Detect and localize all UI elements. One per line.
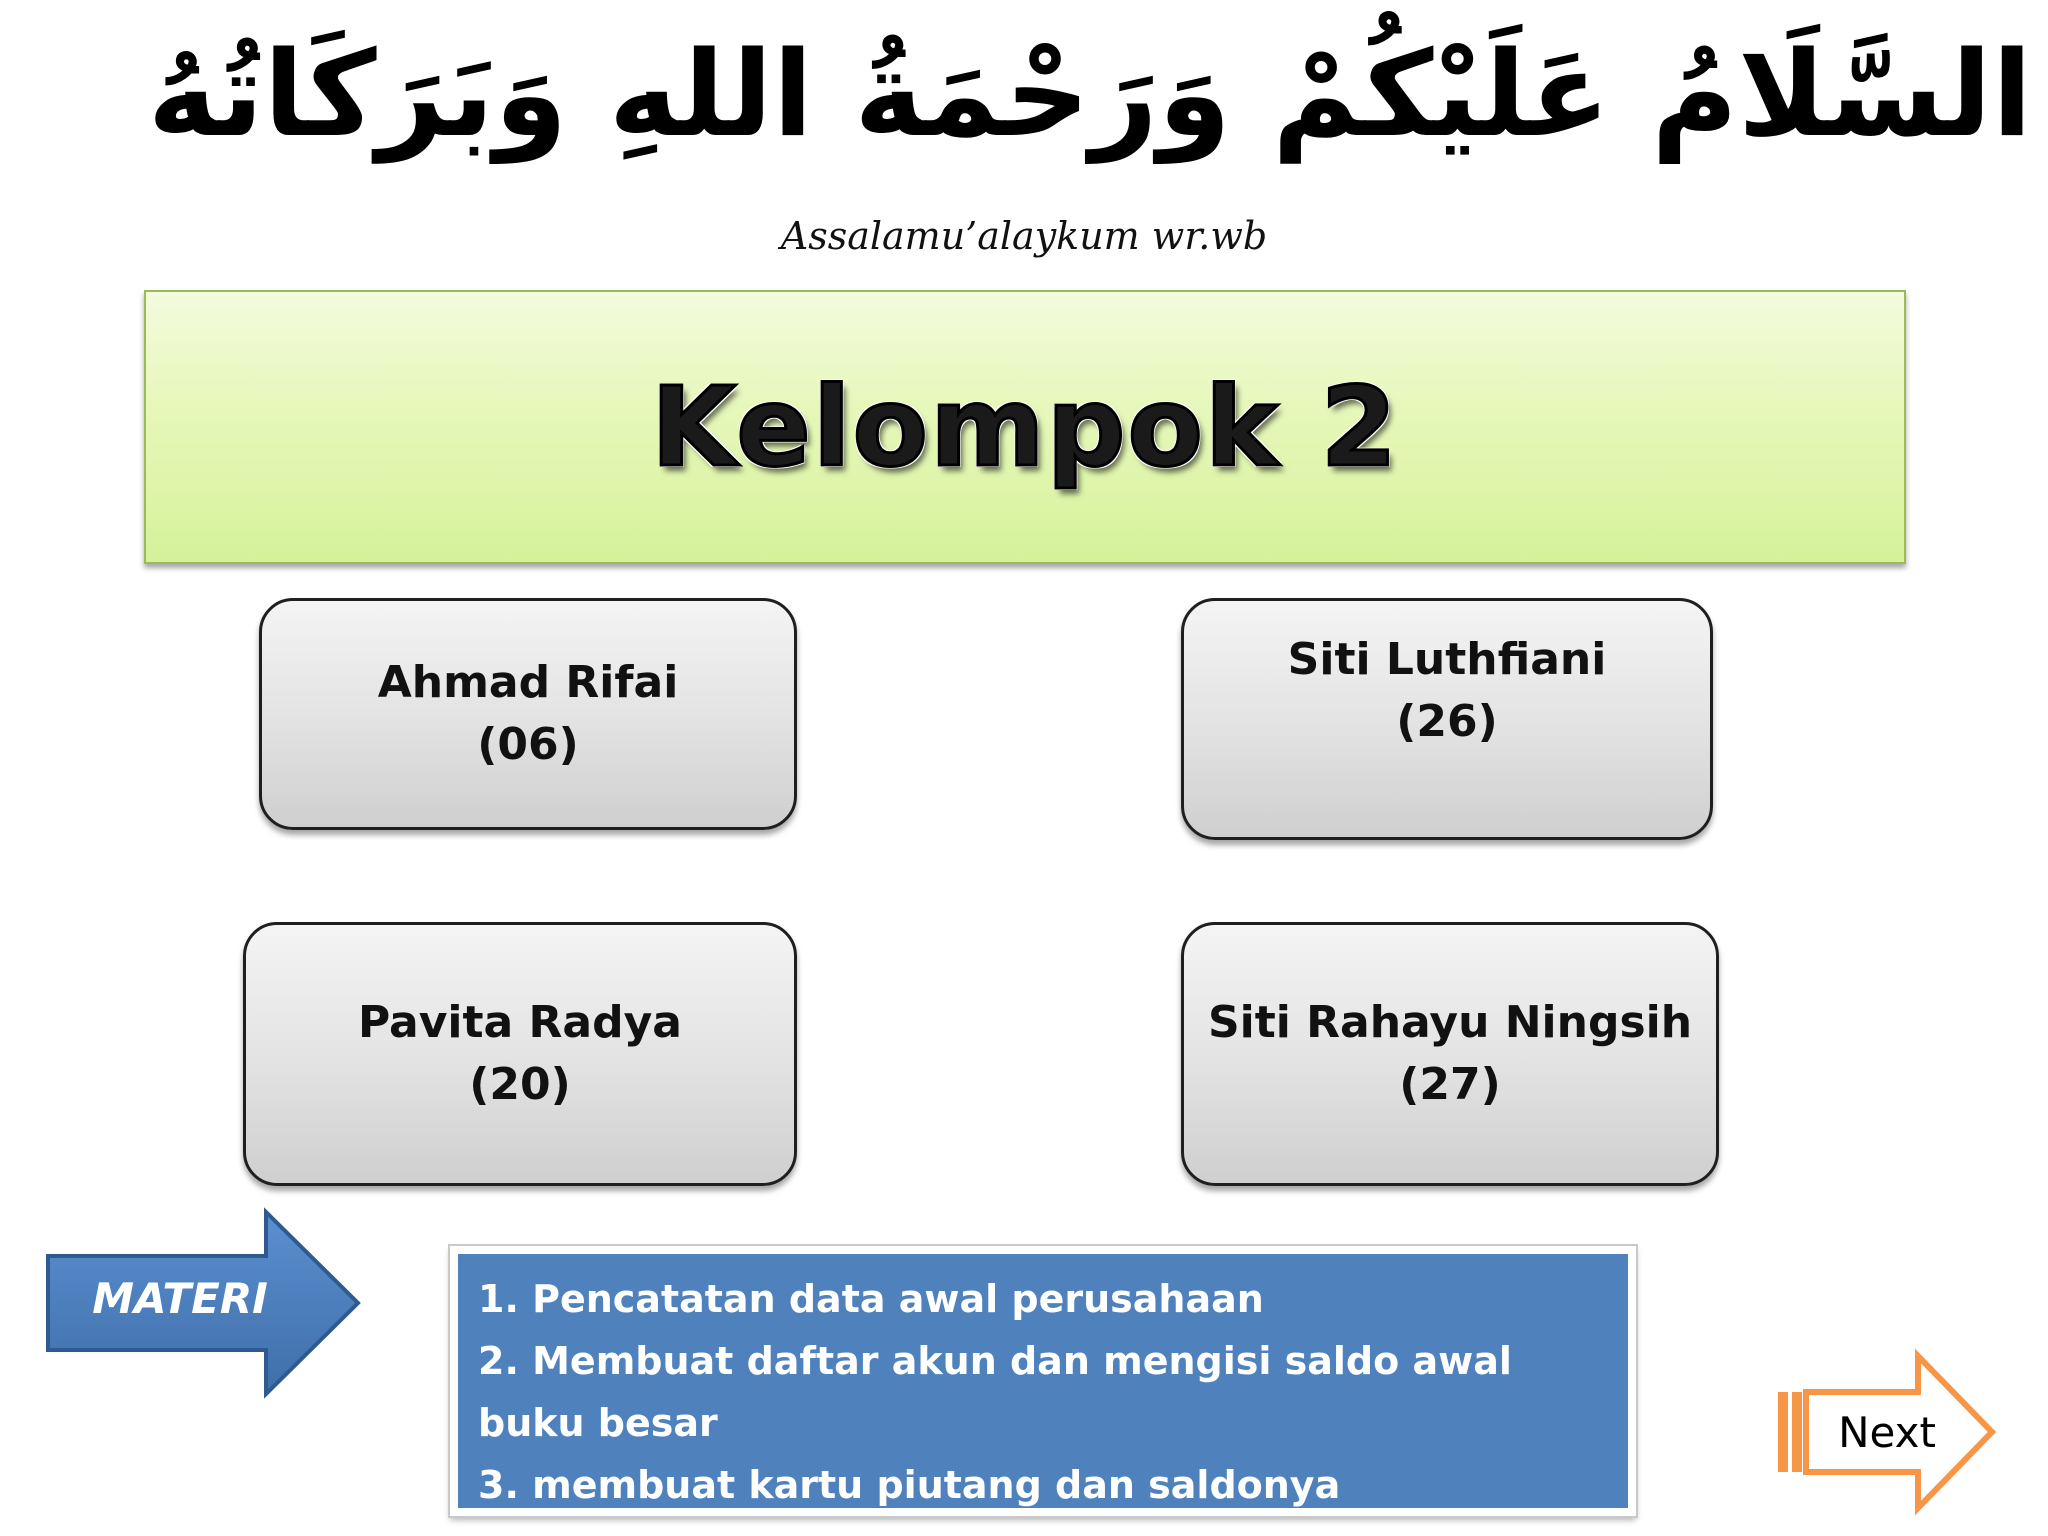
member-card-ahmad-rifai[interactable] bbox=[259, 598, 797, 830]
materi-topic-line: 1. Pencatatan data awal perusahaan bbox=[478, 1277, 1264, 1321]
arabic-greeting-calligraphy: السَّلَامُ عَلَيْكُمْ وَرَحْمَةُ اللهِ وَبَرَكَاتُهُ bbox=[147, 25, 2033, 163]
page-title: Kelompok 2 bbox=[650, 363, 1400, 491]
member-card-siti-luthfiani[interactable] bbox=[1181, 598, 1713, 840]
member-card-pavita-radya[interactable] bbox=[243, 922, 797, 1186]
member-name: Pavita Radya bbox=[357, 997, 682, 1048]
greeting-subtitle: Assalamu’alaykum wr.wb bbox=[780, 214, 1268, 258]
member-number: (27) bbox=[1399, 1059, 1501, 1110]
member-name: Ahmad Rifai bbox=[377, 657, 679, 708]
materi-topic-line: 2. Membuat daftar akun dan mengisi saldo awal bbox=[478, 1339, 1512, 1383]
next-button[interactable]: Next bbox=[1838, 1408, 1936, 1457]
materi-label[interactable]: MATERI bbox=[92, 1274, 268, 1323]
materi-topic-line: 3. membuat kartu piutang dan saldonya bbox=[478, 1463, 1341, 1507]
member-name: Siti Luthfiani bbox=[1287, 634, 1607, 685]
materi-topic-line: buku besar bbox=[478, 1401, 718, 1445]
member-name: Siti Rahayu Ningsih bbox=[1207, 997, 1693, 1048]
member-card-siti-rahayu-ningsih[interactable] bbox=[1181, 922, 1719, 1186]
member-number: (06) bbox=[477, 719, 579, 770]
materi-topics-box bbox=[450, 1246, 1636, 1516]
member-number: (26) bbox=[1396, 696, 1498, 747]
member-number: (20) bbox=[469, 1059, 571, 1110]
title-banner bbox=[144, 290, 1906, 564]
